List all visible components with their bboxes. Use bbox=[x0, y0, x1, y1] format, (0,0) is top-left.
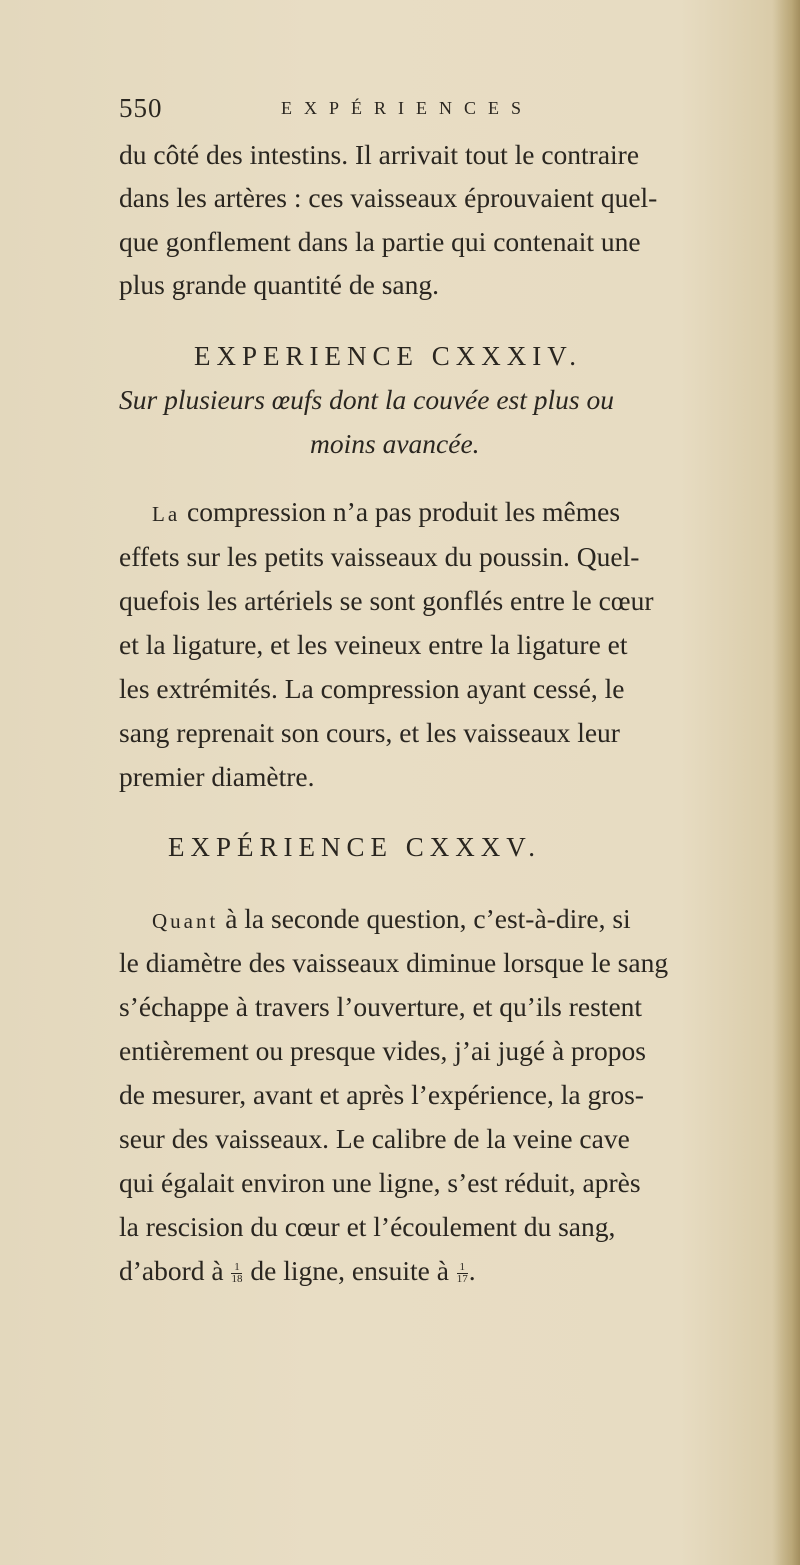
text-line: et la ligature, et les veineux entre la ligature et bbox=[119, 629, 628, 660]
text-line: sang reprenait son cours, et les vaisseaux leur bbox=[119, 717, 620, 748]
text-line: de mesurer, avant et après l’expérience, la gros- bbox=[119, 1079, 644, 1110]
text-line: la rescision du cœur et l’écoulement du sang, bbox=[119, 1211, 616, 1242]
text-line: plus grande quantité de sang. bbox=[119, 269, 439, 300]
lead-word: Quant bbox=[152, 909, 219, 933]
text-line bbox=[152, 902, 631, 938]
fraction bbox=[457, 1262, 468, 1285]
fraction-numerator: 1 bbox=[231, 1262, 242, 1274]
lead-word: La bbox=[152, 502, 181, 526]
text-fragment: de ligne, ensuite à bbox=[243, 1255, 456, 1286]
section-subtitle: Sur plusieurs œufs dont la couvée est plus ou bbox=[119, 384, 614, 415]
fraction-numerator: 1 bbox=[457, 1262, 468, 1274]
section-heading: EXPERIENCE CXXXIV. bbox=[194, 341, 583, 371]
text-line: qui égalait environ une ligne, s’est réduit, après bbox=[119, 1167, 641, 1198]
text-fragment: d’abord à bbox=[119, 1255, 231, 1286]
text-line: le diamètre des vaisseaux diminue lorsque le sang bbox=[119, 947, 669, 978]
text-line: quefois les artériels se sont gonflés entre le cœur bbox=[119, 585, 654, 616]
text-line: entièrement ou presque vides, j’ai jugé à propos bbox=[119, 1035, 646, 1066]
text-line: premier diamètre. bbox=[119, 761, 315, 792]
running-head-title: EXPÉRIENCES bbox=[281, 98, 534, 118]
text-fragment: . bbox=[468, 1255, 476, 1286]
running-head bbox=[119, 93, 679, 127]
text-line: s’échappe à travers l’ouverture, et qu’ils restent bbox=[119, 991, 643, 1022]
text-line: du côté des intestins. Il arrivait tout le contraire bbox=[119, 139, 640, 170]
text-line: les extrémités. La compression ayant cessé, le bbox=[119, 673, 625, 704]
text-line-with-fractions bbox=[119, 1254, 476, 1288]
text-line: que gonflement dans la partie qui contenait une bbox=[119, 226, 641, 257]
text-line bbox=[152, 495, 620, 531]
fraction-denominator: 18 bbox=[231, 1273, 243, 1286]
fraction bbox=[231, 1262, 242, 1285]
text-line-rest: à la seconde question, c’est-à-dire, si bbox=[218, 903, 631, 934]
text-line: effets sur les petits vaisseaux du poussin. Quel- bbox=[119, 541, 640, 572]
text-line: seur des vaisseaux. Le calibre de la veine cave bbox=[119, 1123, 630, 1154]
page-edge-shadow bbox=[772, 0, 800, 1565]
section-heading: EXPÉRIENCE CXXXV. bbox=[168, 832, 542, 862]
section-subtitle: moins avancée. bbox=[310, 428, 480, 459]
fraction-denominator: 17 bbox=[456, 1273, 468, 1286]
page-number: 550 bbox=[119, 93, 163, 123]
text-line: dans les artères : ces vaisseaux éprouvaient quel- bbox=[119, 182, 658, 213]
text-line-rest: compression n’a pas produit les mêmes bbox=[180, 496, 621, 527]
